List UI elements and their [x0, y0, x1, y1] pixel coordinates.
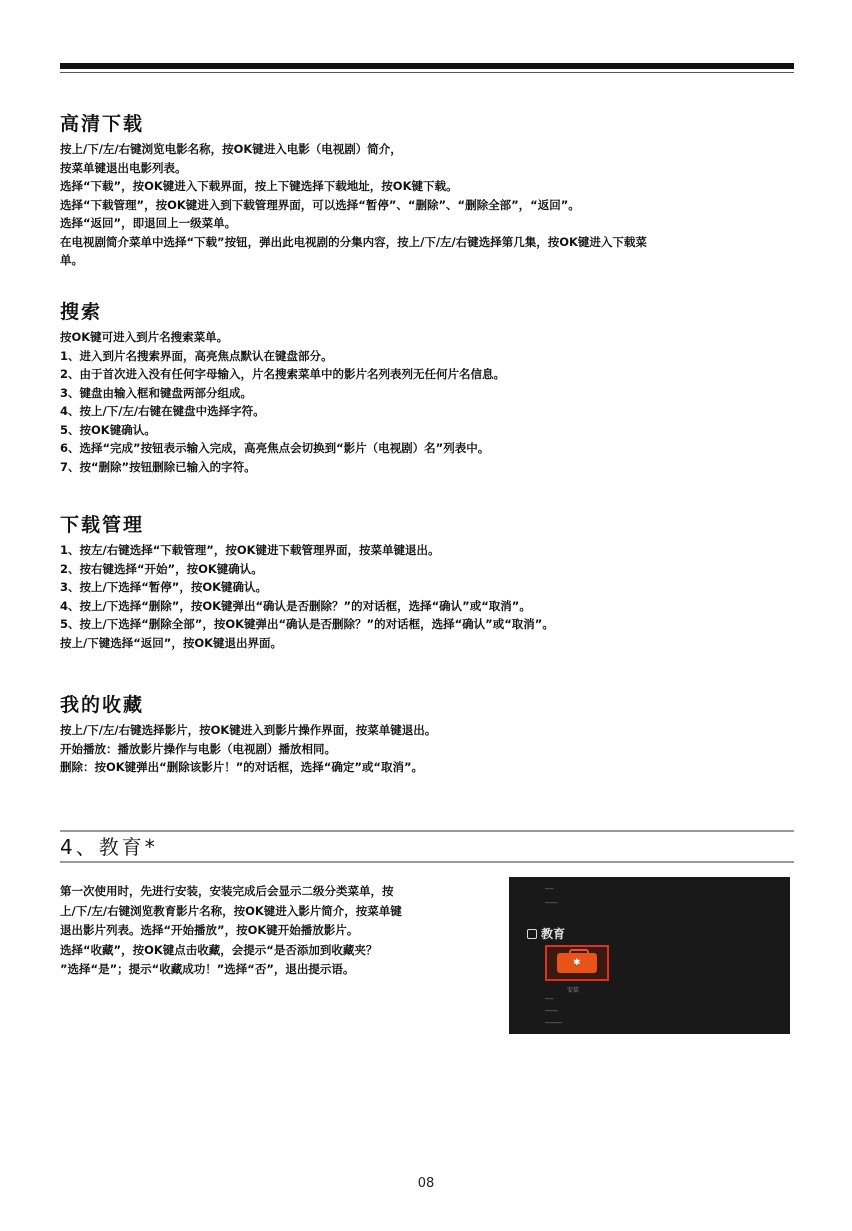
section-title: 搜索 [60, 301, 103, 323]
install-caption: 安装 [567, 987, 580, 994]
education-menu-item [527, 925, 565, 942]
section-title: 下载管理 [60, 514, 145, 536]
section-favorites [60, 693, 790, 777]
body-line: 单。 [60, 253, 83, 267]
body-line: 6、选择“完成”按钮表示输入完成，高亮焦点会切换到“影片（电视剧）名”列表中。 [60, 441, 490, 455]
body-line: 3、键盘由输入框和键盘两部分组成。 [60, 385, 252, 400]
faint-menu-item: ━━ [545, 885, 554, 893]
body-line: 1、进入到片名搜索界面，高亮焦点默认在键盘部分。 [60, 348, 333, 363]
education-rule-bottom [60, 861, 794, 863]
body-line: 按菜单键退出电影列表。 [60, 160, 187, 175]
body-line: 4、按上/下/左/右键在键盘中选择字符。 [60, 404, 265, 418]
body-line: 选择“下载管理”，按OK键进入到下载管理界面，可以选择“暂停”、“删除”、“删除全部”，“返回”。 [60, 197, 580, 212]
body-line: 2、按右键选择“开始”，按OK键确认。 [60, 561, 263, 576]
body-line: 5、按OK键确认。 [60, 422, 156, 437]
header-rule [60, 63, 794, 69]
body-line: 选择“下载”，按OK键进入下载界面，按上下键选择下载地址，按OK键下载。 [60, 179, 458, 193]
install-tile [545, 945, 609, 981]
body-line: 第一次使用时，先进行安装，安装完成后会显示二级分类菜单，按 [60, 884, 394, 898]
body-line: 2、由于首次进入没有任何字母输入，片名搜索菜单中的影片名列表列无任何片名信息。 [60, 367, 505, 381]
gear-icon: ✱ [573, 958, 581, 968]
body-line: 按上/下/左/右键选择影片，按OK键进入到影片操作界面，按菜单键退出。 [60, 723, 437, 737]
body-line: 上/下/左/右键浏览教育影片名称，按OK键进入影片简介，按菜单键 [60, 903, 402, 918]
faint-menu-item: ━━ [545, 995, 554, 1003]
body-line: ”选择“是”；提示“收藏成功！”选择“否”，退出提示语。 [60, 962, 355, 976]
body-line: 选择“收藏”，按OK键点击收藏，会提示“是否添加到收藏夹？ [60, 942, 378, 957]
body-line: 按上/下/左/右键浏览电影名称，按OK键进入电影（电视剧）简介， [60, 142, 402, 156]
section-title: 我的收藏 [60, 694, 145, 716]
education-rule-top [60, 830, 794, 832]
body-line: 按上/下键选择“返回”，按OK键退出界面。 [60, 635, 283, 650]
section-download-manager [60, 513, 790, 652]
section-title: 高清下载 [60, 113, 145, 135]
faint-menu-item: ━━━ [545, 899, 558, 907]
body-line: 3、按上/下选择“暂停”，按OK键确认。 [60, 580, 268, 594]
education-menu-screenshot [509, 877, 790, 1034]
section-search [60, 300, 790, 476]
body-line: 在电视剧简介菜单中选择“下载”按钮，弹出此电视剧的分集内容，按上/下/左/右键选择第几集，按OK键进入下载菜 [60, 234, 647, 249]
body-line: 4、按上/下选择“删除”，按OK键弹出“确认是否删除？”的对话框，选择“确认”或“取消”。 [60, 598, 531, 613]
page-number: 08 [417, 1176, 435, 1191]
body-line: 按OK键可进入到片名搜索菜单。 [60, 330, 229, 344]
body-line: 选择“返回”，即退回上一级菜单。 [60, 216, 237, 230]
education-title: 4、教育* [60, 835, 158, 859]
education-menu-label: 教育 [541, 927, 566, 941]
body-line: 退出影片列表。选择“开始播放”，按OK键开始播放影片。 [60, 923, 359, 937]
faint-menu-item: ━━━━ [545, 1019, 562, 1027]
section-download [60, 112, 790, 270]
education-icon [527, 929, 537, 939]
header-rule-thin [60, 72, 794, 73]
faint-menu-item: ━━━ [545, 1007, 558, 1015]
body-line: 删除：按OK键弹出“删除该影片！”的对话框，选择“确定”或“取消”。 [60, 760, 424, 774]
body-line: 7、按“删除”按钮删除已输入的字符。 [60, 459, 256, 474]
body-line: 5、按上/下选择“删除全部”，按OK键弹出“确认是否删除？”的对话框，选择“确认”或“取消”。 [60, 617, 554, 631]
body-line: 1、按左/右键选择“下载管理”，按OK键进下载管理界面，按菜单键退出。 [60, 543, 440, 557]
body-line: 开始播放：播放影片操作与电影（电视剧）播放相同。 [60, 741, 336, 756]
education-body [60, 882, 480, 980]
